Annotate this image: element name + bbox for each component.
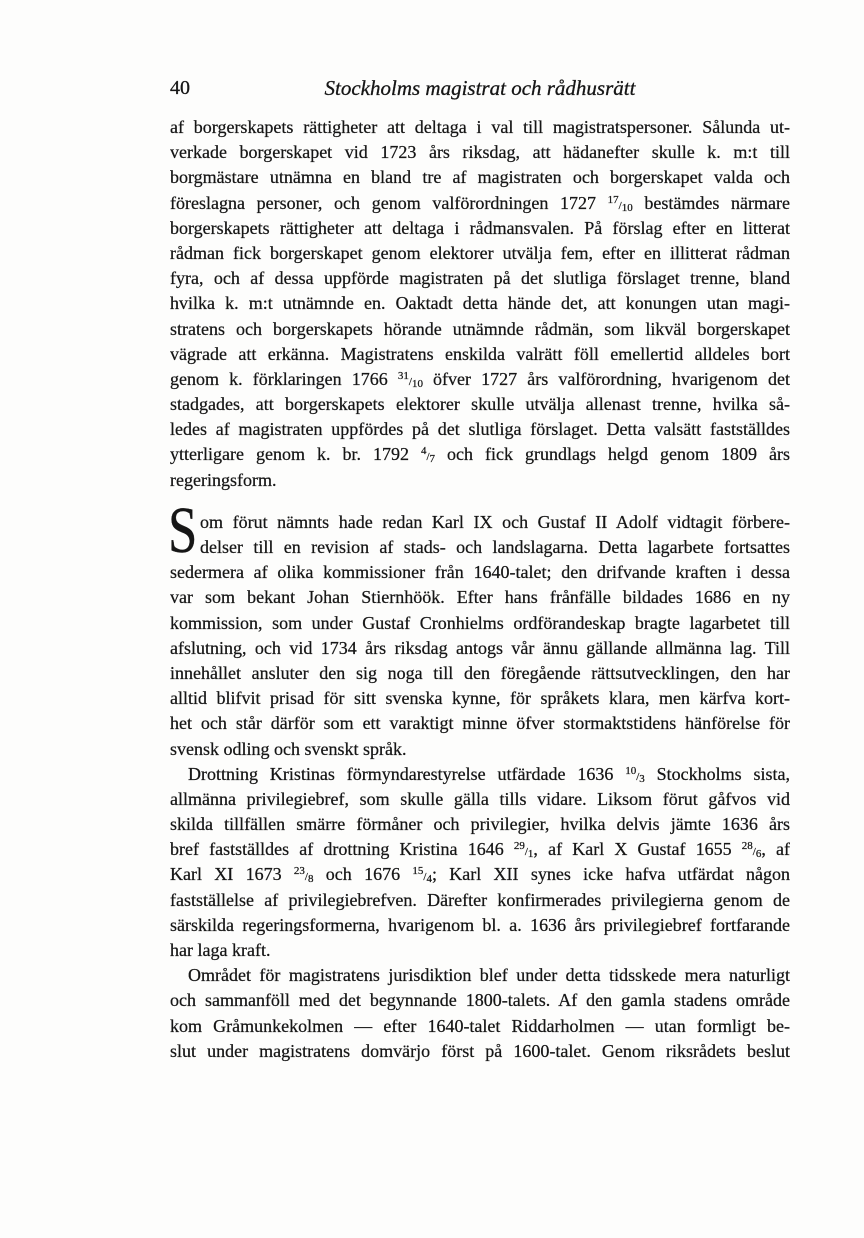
- line-text: allmänna privilegiebref, som skulle gälla tills vidare. Liksom förut gåfvos vid: [170, 788, 790, 809]
- line-text: genom k. förklaringen 1766: [170, 368, 398, 389]
- text-line: [170, 417, 790, 442]
- running-title: Stockholms magistrat och rådhusrätt: [324, 76, 636, 100]
- text-line: [170, 988, 790, 1013]
- line-text: öfver 1727 års valförordning, hvarigenom det: [422, 368, 790, 389]
- text-line: [170, 888, 790, 913]
- drop-cap: S: [168, 493, 198, 567]
- page-number: 40: [170, 77, 190, 99]
- text-line: [170, 636, 790, 661]
- paragraph: [170, 115, 790, 493]
- line-text: ; Karl XII synes icke hafva utfärdat någon: [431, 864, 790, 885]
- line-text: bestämdes närmare: [632, 192, 790, 213]
- text-line: [170, 963, 790, 988]
- line-text: hvilka k. m:t utnämnde en. Oaktadt detta hände det, att konungen utan magi-: [170, 293, 790, 314]
- text-line: [170, 266, 790, 291]
- fraction-slash: /: [618, 199, 622, 212]
- date-fraction: [513, 840, 534, 861]
- line-text: delser till en revision af stads- och landslagarna. Detta lagarbete fortsattes: [200, 537, 790, 557]
- line-text: och sammanföll med det begynnande 1800-talets. Af den gamla stadens område: [170, 990, 790, 1011]
- text-line: [170, 317, 790, 342]
- line-text: regeringsform.: [170, 469, 277, 490]
- fraction-denominator: 3: [639, 772, 645, 785]
- line-text: särskilda regeringsformerna, hvarigenom bl. a. 1636 års privilegiebref fortfarande: [170, 914, 790, 935]
- text-line: [170, 535, 790, 560]
- fraction-numerator: 29: [513, 840, 525, 853]
- line-text: stadgades, att borgerskapets elektorer skulle utvälja allenast trenne, hvilka så-: [170, 394, 790, 415]
- text-line: [170, 1039, 790, 1064]
- fraction-slash: /: [636, 770, 640, 783]
- fraction-numerator: 28: [741, 840, 753, 853]
- text-line: [170, 1014, 790, 1039]
- fraction-denominator: 1: [527, 848, 534, 861]
- text-line: [170, 862, 790, 887]
- line-text: borgerskapets rättigheter att deltaga i rådmansvalen. På förslag efter en litterat: [170, 217, 790, 238]
- line-text: borgmästare utnämna en bland tre af magistraten och borgerskapet valda och: [170, 167, 790, 188]
- text-line: [170, 560, 790, 585]
- text-line: [170, 342, 790, 367]
- line-text: Karl XI 1673: [170, 864, 294, 885]
- text-line: [170, 686, 790, 711]
- line-text: och 1676: [313, 864, 413, 885]
- line-text: Området för magistratens jurisdiktion blef under detta tidsskede mera naturligt: [188, 965, 790, 986]
- fraction-slash: /: [304, 871, 308, 884]
- line-text: vägrade att erkänna. Magistratens enskilda valrätt föll emellertid alldeles bort: [170, 343, 790, 364]
- line-text: fastställelse af privilegiebrefven. Därefter konfirmerades privilegierna genom de: [170, 889, 790, 910]
- text-line: [170, 837, 790, 862]
- line-text: rådman fick borgerskapet genom elektorer utvälja fem, efter en illitterat rådman: [170, 242, 790, 263]
- date-fraction: [412, 865, 432, 886]
- fraction-numerator: 15: [412, 865, 424, 878]
- line-text: var som bekant Johan Stiernhöök. Efter hans frånfälle bildades 1686 en ny: [170, 587, 790, 608]
- running-head: [170, 76, 790, 100]
- line-text: skilda tillfällen smärre förmåner och privilegier, hvilka delvis jämte 1636 års: [170, 814, 790, 835]
- line-text: Stockholms sista,: [644, 763, 790, 784]
- fraction-denominator: 7: [429, 453, 436, 466]
- paragraph: [170, 963, 790, 1064]
- text-line: [170, 913, 790, 938]
- text-line: [170, 510, 790, 535]
- text-line: [170, 165, 790, 190]
- fraction-slash: /: [426, 451, 430, 464]
- text-line: [170, 115, 790, 140]
- text-line: [170, 392, 790, 417]
- text-line: [170, 367, 790, 392]
- fraction-denominator: 10: [621, 201, 633, 214]
- text-line: [170, 585, 790, 610]
- line-text: och fick grundlags helgd genom 1809 års: [435, 444, 790, 465]
- line-text: kom Gråmunkekolmen — efter 1640-talet Riddarholmen — utan formligt be-: [170, 1015, 790, 1036]
- fraction-numerator: 4: [420, 445, 427, 458]
- line-text: slut under magistratens domvärjo först på 1600-talet. Genom riksrådets beslut: [170, 1040, 790, 1061]
- text-line: [170, 241, 790, 266]
- date-fraction: [607, 193, 633, 214]
- line-text: kommission, som under Gustaf Cronhielms ordförandeskap bragte lagarbetet till: [170, 612, 790, 633]
- text-line: [170, 140, 790, 165]
- text-line: [170, 812, 790, 837]
- text-line: [170, 191, 790, 216]
- line-text: svensk odling och svenskt språk.: [170, 738, 407, 759]
- fraction-denominator: 4: [426, 873, 432, 886]
- text-line: [170, 762, 790, 787]
- paragraph: [170, 762, 790, 964]
- text-line: [170, 442, 790, 467]
- line-text: innehållet ansluter den sig noga till den föregående rättsutvecklingen, den har: [170, 662, 790, 683]
- line-text: bref fastställdes af drottning Kristina 1646: [170, 839, 514, 860]
- line-text: af borgerskapets rättigheter att deltaga i val till magistratspersoner. Sålunda ut-: [170, 117, 790, 137]
- line-text: , af: [761, 839, 790, 860]
- fraction-slash: /: [408, 375, 412, 388]
- fraction-slash: /: [524, 846, 528, 859]
- line-text: har laga kraft.: [170, 940, 271, 960]
- fraction-slash: /: [752, 846, 756, 859]
- date-fraction: [420, 445, 436, 466]
- line-text: stratens och borgerskapets hörande utnämnde rådmän, som likväl borgerskapet: [170, 318, 790, 339]
- line-text: , af Karl X Gustaf 1655: [533, 839, 742, 860]
- line-text: Drottning Kristinas förmyndarestyrelse utfärdade 1636: [188, 763, 626, 784]
- paragraph: [168, 493, 790, 762]
- text-line: [170, 291, 790, 316]
- text-line: [170, 787, 790, 812]
- text-line: [170, 611, 790, 636]
- fraction-denominator: 10: [411, 377, 423, 390]
- body-text: [170, 115, 790, 1064]
- fraction-denominator: 8: [307, 873, 314, 886]
- text-line: [170, 661, 790, 686]
- date-fraction: [625, 764, 645, 785]
- fraction-numerator: 31: [397, 369, 409, 382]
- date-fraction: [293, 865, 314, 886]
- line-text: afslutning, och vid 1734 års riksdag antogs vår ännu gällande allmänna lag. Till: [170, 637, 790, 658]
- line-text: sedermera af olika kommissioner från 1640-talet; den drifvande kraften i dessa: [170, 562, 790, 583]
- line-text: verkade borgerskapet vid 1723 års riksdag, att hädanefter skulle k. m:t till: [170, 142, 790, 163]
- date-fraction: [397, 369, 423, 390]
- line-text: föreslagna personer, och genom valförordningen 1727: [170, 192, 608, 213]
- line-text: ledes af magistraten uppfördes på det slutliga förslaget. Detta valsätt fastställdes: [170, 419, 790, 440]
- line-text: alltid blifvit prisad för sitt svenska kynne, för språkets klara, men kärfva kort-: [170, 688, 790, 709]
- fraction-numerator: 17: [607, 193, 619, 206]
- fraction-numerator: 23: [293, 865, 305, 878]
- fraction-slash: /: [423, 871, 427, 884]
- text-line: [170, 216, 790, 241]
- line-text: ytterligare genom k. br. 1792: [170, 444, 421, 465]
- text-line: [170, 468, 790, 493]
- text-line: [170, 938, 790, 963]
- date-fraction: [741, 840, 762, 861]
- fraction-numerator: 10: [625, 764, 637, 777]
- line-text: om förut nämnts hade redan Karl IX och Gustaf II Adolf vidtagit förbere-: [200, 511, 790, 532]
- text-line: [170, 737, 790, 762]
- fraction-denominator: 6: [755, 848, 762, 861]
- line-text: het och står därför som ett varaktigt minne öfver stormaktstidens hänförelse för: [170, 713, 790, 734]
- text-line: [170, 711, 790, 736]
- line-text: fyra, och af dessa uppförde magistraten på det slutliga förslaget trenne, bland: [170, 268, 790, 289]
